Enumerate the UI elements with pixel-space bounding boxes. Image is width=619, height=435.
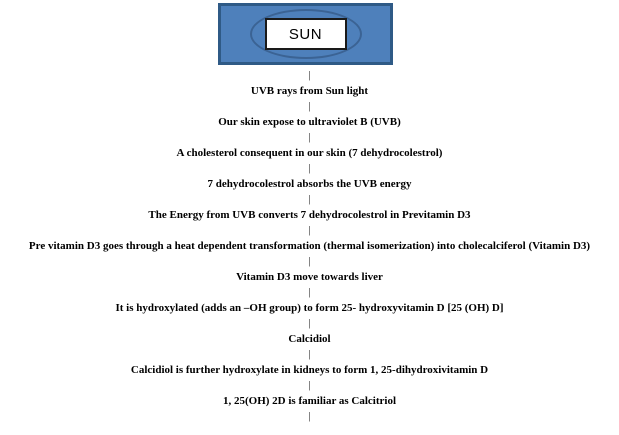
flow-connector: | [308, 348, 311, 360]
flow-step: Calcidiol is further hydroxylate in kidneys to form 1, 25-dihydroxivitamin D [130, 363, 489, 376]
flow-step: Vitamin D3 move towards liver [236, 270, 383, 283]
flow-connector: | [308, 410, 311, 422]
flow-step: UVB rays from Sun light [250, 84, 369, 97]
flow-step: A cholesterol consequent in our skin (7 dehydrocolestrol) [176, 146, 443, 159]
flow-step: 1, 25(OH) 2D is familiar as Calcitriol [222, 394, 397, 407]
flow-connector: | [308, 193, 311, 205]
sun-label-box [265, 18, 347, 50]
flow-steps [0, 68, 619, 425]
flow-connector: | [308, 255, 311, 267]
flow-connector: | [308, 317, 311, 329]
flow-connector: | [308, 131, 311, 143]
flow-connector: | [308, 224, 311, 236]
flow-connector: | [308, 69, 311, 81]
sun-box [218, 3, 393, 65]
flow-step: Our skin expose to ultraviolet B (UVB) [218, 115, 401, 128]
flow-connector: | [308, 162, 311, 174]
flow-step: The Energy from UVB converts 7 dehydrocolestrol in Previtamin D3 [148, 208, 471, 221]
flow-connector: | [308, 100, 311, 112]
sun-label: SUN [288, 25, 323, 43]
flow-connector: | [308, 379, 311, 391]
flow-step: Pre vitamin D3 goes through a heat dependent transformation (thermal isomerization) into cholecalciferol (Vitamin D3) [28, 239, 591, 252]
flow-connector: | [308, 286, 311, 298]
flow-step: Calcidiol [288, 332, 331, 345]
flow-step: 7 dehydrocolestrol absorbs the UVB energy [207, 177, 412, 190]
flow-step: It is hydroxylated (adds an –OH group) to form 25- hydroxyvitamin D [25 (OH) D] [115, 301, 504, 314]
